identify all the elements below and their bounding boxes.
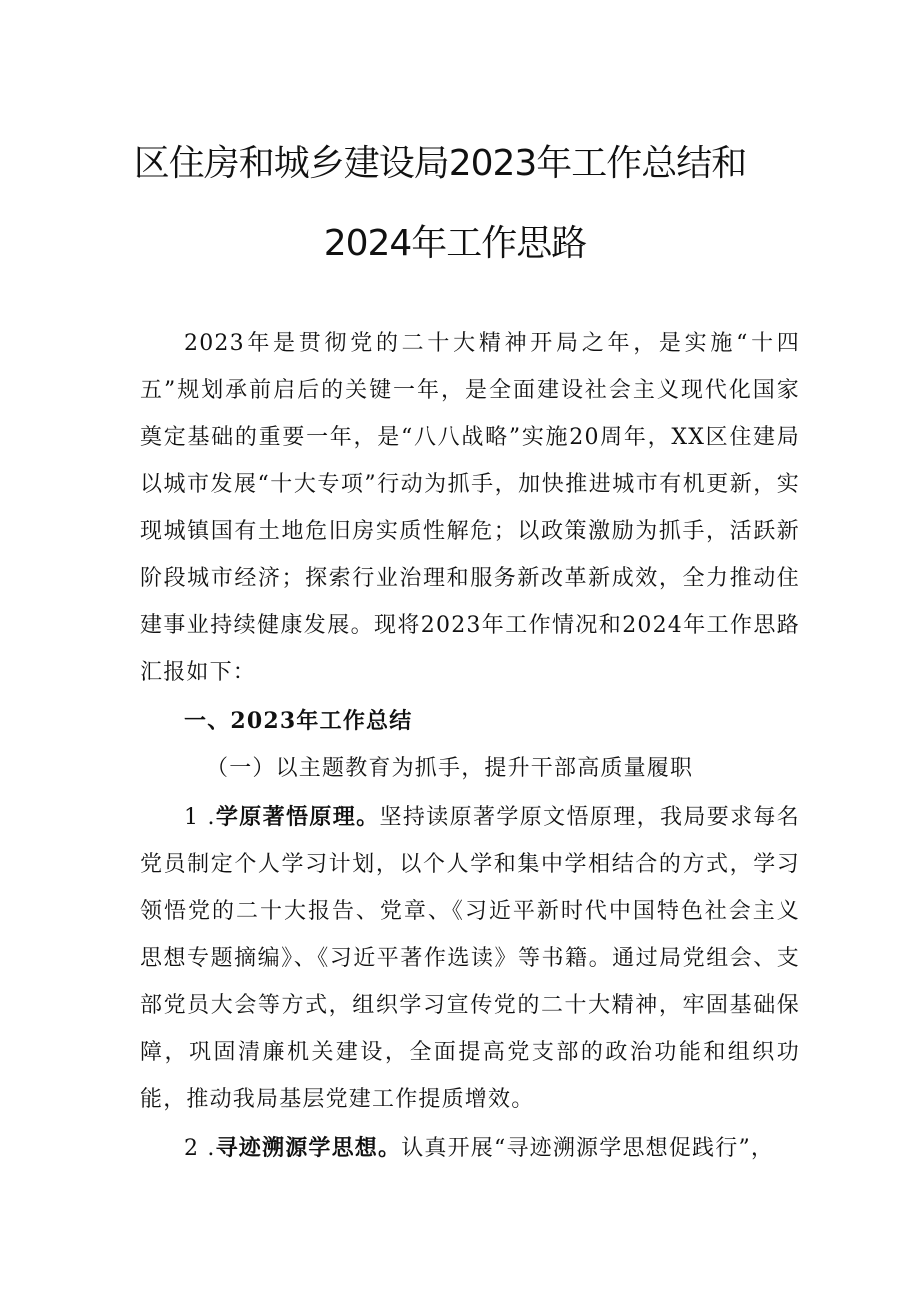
document-title-line-2: 2024年工作思路 xyxy=(323,223,587,264)
list-item-1 xyxy=(140,794,800,1123)
item-lead: 学原著悟原理。 xyxy=(215,804,380,830)
item-text: 认真开展“寻迹溯源学思想促践行”， xyxy=(401,1136,775,1161)
subsection-heading: （一）以主题教育为抓手，提升干部高质量履职 xyxy=(206,756,694,781)
section-heading: 一、2023年工作总结 xyxy=(184,708,413,734)
item-number: 1 . xyxy=(184,805,216,830)
document-title-line-1: 区住房和城乡建设局2023年工作总结和 xyxy=(133,143,747,184)
document-body xyxy=(140,320,800,1172)
item-text: 坚持读原著学原文悟原理，我局要求每名党员制定个人学习计划，以个人学和集中学相结合的方式，学习领悟党的二十大报告、党章、《习近平新时代中国特色社会主义思想专题摘编》、《习近平著作选读》等书籍。通过局党组会、支部党员大会等方式，组织学习宣传党的二十大精神，牢固基础保障，巩固清廉机关建设，全面提高党支部的政治功能和组织功能，推动我局基层党建工作提质增效。 xyxy=(140,805,801,1112)
intro-paragraph: 2023年是贯彻党的二十大精神开局之年，是实施“十四五”规划承前启后的关键一年，是全面建设社会主义现代化国家奠定基础的重要一年，是“八八战略”实施20周年，XX区住建局以城市发展“十大专项”行动为抓手，加快推进城市有机更新，实现城镇国有土地危旧房实质性解危；以政策激励为抓手，活跃新阶段城市经济；探索行业治理和服务新改革新成效，全力推动住建事业持续健康发展。现将2023年工作情况和2024年工作思路汇报如下： xyxy=(140,331,800,685)
item-lead: 寻迹溯源学思想。 xyxy=(215,1135,402,1161)
item-number: 2 . xyxy=(184,1136,216,1161)
list-item-2 xyxy=(140,1125,800,1172)
